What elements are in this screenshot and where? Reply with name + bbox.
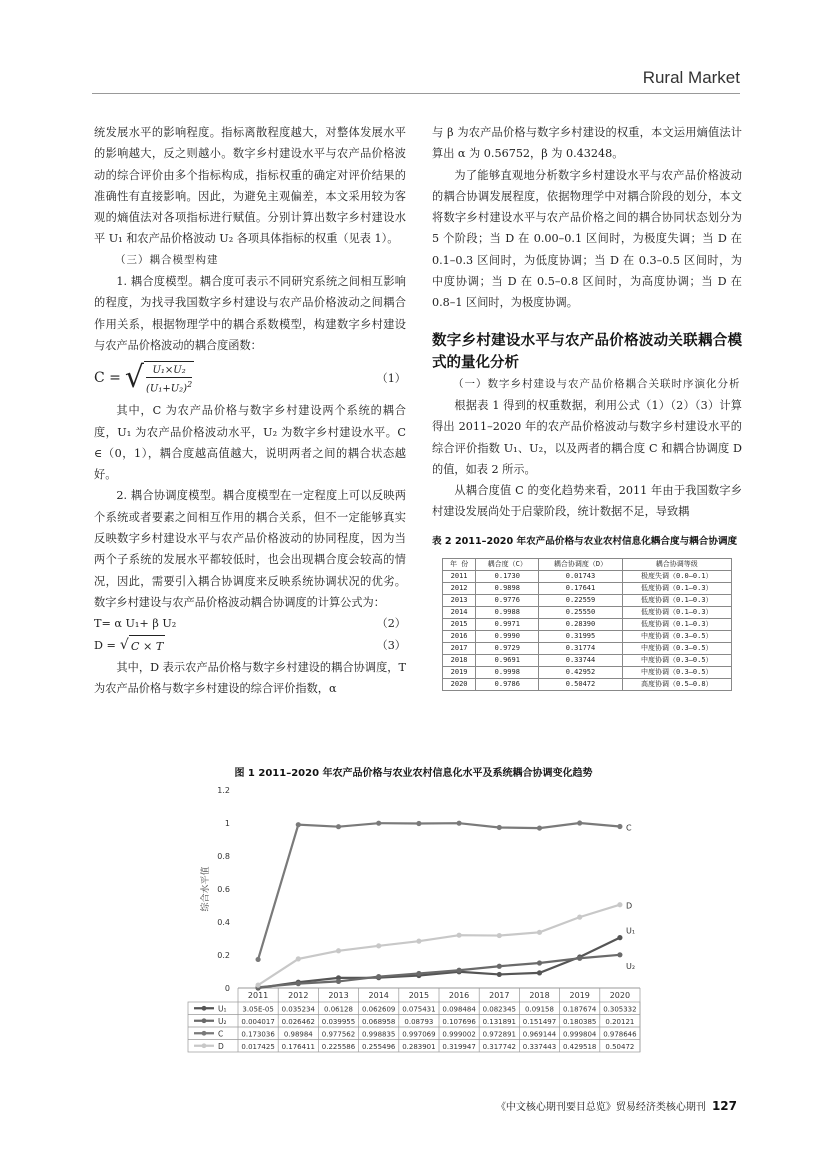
series-line-U₁	[258, 938, 620, 988]
data-table-cell: 0.305332	[603, 1005, 637, 1014]
section-heading-3: （三）耦合模型构建	[115, 253, 219, 266]
data-table-cell: 0.098484	[442, 1005, 476, 1014]
table-cell: 2018	[443, 655, 476, 667]
table-cell: 0.9898	[476, 583, 539, 595]
data-point-C	[617, 824, 622, 829]
table-cell: 2012	[443, 583, 476, 595]
table-cell: 高度协调（0.5–0.8）	[622, 679, 731, 691]
x-tick-label: 2015	[408, 991, 430, 1000]
data-table-cell: 0.075431	[402, 1005, 436, 1014]
right-paragraph-2: 为了能够直观地分析数字乡村建设水平与农产品价格波动的耦合协调发展程度，依据物理学中对耦合阶段的划分，本文将数字乡村建设水平与农产品价格之间的耦合协同状态划分为 5 个阶段；当 D 在 0.00–0.1 区间时，为极度失调；当 D 在 0.1–0.3 区间时，为低度协调；当 D 在 0.3–0.5 区间时，为中度协调；当 D 在 0.5–0.8 区间时，为高度协调；当 D 在 0.8–1 区间时，为极度协调。	[432, 168, 742, 310]
data-point-D	[336, 948, 341, 953]
data-table-cell: 0.98984	[283, 1030, 313, 1039]
y-tick-label: 0.6	[217, 885, 230, 894]
data-table-cell: 0.972891	[482, 1030, 517, 1039]
table-header-cell: 耦合度（C）	[476, 559, 539, 571]
left-column	[94, 122, 406, 699]
data-table-cell: 0.062609	[361, 1005, 396, 1014]
data-table-cell: 0.035234	[281, 1005, 316, 1014]
right-paragraph-1: 与 β 为农产品价格与数字乡村建设的权重，本文运用熵值法计算出 α 为 0.56752，β 为 0.43248。	[432, 126, 742, 161]
legend-marker-U₂	[202, 1018, 207, 1023]
eq1-denominator: (U₁+U₂)	[146, 383, 188, 395]
page-header	[92, 60, 740, 94]
data-table-cell: 0.999804	[562, 1030, 597, 1039]
table-cell: 0.9971	[476, 619, 539, 631]
x-tick-label: 2017	[489, 991, 510, 1000]
table-cell: 0.9691	[476, 655, 539, 667]
data-table-cell: 0.08793	[404, 1017, 434, 1026]
series-end-label: D	[626, 901, 633, 911]
table-2	[442, 558, 732, 691]
eq3-number: （3）	[376, 639, 406, 653]
data-table-cell: 0.176411	[281, 1042, 316, 1051]
data-table-cell: 0.283901	[402, 1042, 436, 1051]
data-point-U₁	[617, 935, 622, 940]
y-tick-label: 0.2	[217, 951, 230, 960]
data-table-cell: 0.017425	[241, 1042, 275, 1051]
data-table-cell: 0.082345	[482, 1005, 517, 1014]
data-point-D	[296, 956, 301, 961]
sqrt-symbol: √ $\frac{\text{U₁×U₂}}{(U_1+U_2)^2}$	[124, 360, 193, 396]
table-cell: 0.9990	[476, 631, 539, 643]
data-point-C	[577, 820, 582, 825]
y-tick-label: 1.2	[217, 786, 230, 795]
data-point-U₂	[537, 960, 542, 965]
data-table-cell: 0.173036	[241, 1030, 275, 1039]
table-header-row	[443, 559, 732, 571]
right-paragraph-4: 从耦合度值 C 的变化趋势来看，2011 年由于我国数字乡村建设发展尚处于启蒙阶段，统计数据不足，导致耦	[432, 484, 742, 519]
x-tick-label: 2018	[529, 991, 550, 1000]
table-cell: 0.31995	[539, 631, 622, 643]
data-table-cell: 0.319947	[442, 1042, 476, 1051]
series-end-label: U₂	[626, 961, 636, 971]
left-paragraph-1: 统发展水平的影响程度。指标离散程度越大，对整体发展水平的影响越大，反之则越小。数字乡村建设水平与农产品价格波动的综合评价由多个指标构成，指标权重的确定对评价结果的准确性有直接影响。因此，为避免主观偏差，本文采用较为客观的熵值法对各项指标进行赋值。分别计算出数字乡村建设水平 U₁ 和农产品价格波动 U₂ 各项具体指标的权重（见表 1）。	[94, 126, 406, 246]
eq1-number: （1）	[376, 371, 406, 385]
figure-1-title: 图 1 2011–2020 年农产品价格与农业农村信息化水平及系统耦合协调变化趋势	[234, 768, 593, 779]
table-row	[443, 679, 732, 691]
table-cell: 中度协调（0.3–0.5）	[622, 631, 731, 643]
table-cell: 0.9776	[476, 595, 539, 607]
table-cell: 0.33744	[539, 655, 622, 667]
data-table-cell: 0.225586	[321, 1042, 356, 1051]
table-cell: 中度协调（0.3–0.5）	[622, 655, 731, 667]
data-table-cell: 0.107696	[442, 1017, 476, 1026]
data-table-cell: 0.337443	[522, 1042, 557, 1051]
data-table-cell: 0.20121	[605, 1017, 635, 1026]
data-table-cell: 0.255496	[361, 1042, 396, 1051]
legend-label: C	[218, 1029, 224, 1039]
table-row	[443, 583, 732, 595]
equation-1	[94, 356, 406, 400]
data-table-cell: 0.06128	[324, 1005, 353, 1014]
table-cell: 0.28390	[539, 619, 622, 631]
legend-marker-D	[202, 1043, 207, 1048]
table-cell: 极度失调（0.0–0.1）	[622, 571, 731, 583]
table-cell: 2016	[443, 631, 476, 643]
table-header-cell: 耦合协调度（D）	[539, 559, 622, 571]
y-tick-label: 0	[224, 984, 230, 993]
table-cell: 0.9786	[476, 679, 539, 691]
data-point-D	[416, 939, 421, 944]
data-table-cell: 0.039955	[321, 1017, 356, 1026]
footer-text: 《中文核心期刊要目总览》贸易经济类核心期刊	[495, 1102, 706, 1113]
y-tick-label: 0.4	[217, 918, 230, 927]
eq1-fraction	[146, 364, 192, 395]
data-point-U₂	[617, 952, 622, 957]
data-point-U₂	[497, 964, 502, 969]
eq2-body: T= α U₁+ β U₂	[94, 617, 177, 631]
legend-label: D	[218, 1041, 224, 1051]
table-cell: 0.31774	[539, 643, 622, 655]
data-point-C	[336, 824, 341, 829]
data-table-cell: 0.004017	[241, 1017, 275, 1026]
table-cell: 2013	[443, 595, 476, 607]
data-table-cell: 0.50472	[605, 1042, 635, 1051]
table-row	[443, 571, 732, 583]
data-table-cell: 0.09158	[525, 1005, 554, 1014]
data-table-cell: 0.187674	[562, 1005, 597, 1014]
x-tick-label: 2012	[288, 991, 309, 1000]
data-point-D	[537, 930, 542, 935]
left-paragraph-4: 2. 耦合协调度模型。耦合度模型在一定程度上可以反映两个系统或者要素之间相互作用的耦合关系，但不一定能够真实反映数字乡村建设水平与农产品价格波动的协同程度，因为当两个子系统的发展水平都较低时，也会出现耦合度会较高的情况，因此，需要引入耦合协调度来反映系统协调状况的优劣。数字乡村建设与农产品价格波动耦合协调度的计算公式为：	[94, 489, 406, 609]
data-point-D	[376, 943, 381, 948]
data-table-cell: 0.131891	[482, 1017, 517, 1026]
right-column	[432, 122, 742, 691]
table-row	[443, 607, 732, 619]
page-number: 127	[711, 1099, 737, 1113]
data-table-cell: 0.997069	[402, 1030, 436, 1039]
table-cell: 2014	[443, 607, 476, 619]
table-cell: 0.22559	[539, 595, 622, 607]
eq1-lhs: C =	[94, 369, 121, 386]
left-paragraph-3: 其中，C 为农产品价格与数字乡村建设两个系统的耦合度，U₁ 为农产品价格波动水平，U₂ 为数字乡村建设水平。C ∈（0，1），耦合度越高值越大，说明两者之间的耦合状态越好。	[94, 404, 406, 482]
table-row	[443, 655, 732, 667]
table-header-cell: 年 份	[443, 559, 476, 571]
legend-label: U₁	[218, 1004, 227, 1014]
data-point-U₁	[497, 972, 502, 977]
eq1-exponent: 2	[187, 380, 193, 390]
table-cell: 中度协调（0.3–0.5）	[622, 643, 731, 655]
table-cell: 0.9998	[476, 667, 539, 679]
table-cell: 中度协调（0.3–0.5）	[622, 667, 731, 679]
data-table-cell: 0.977562	[321, 1030, 356, 1039]
legend-marker-C	[202, 1031, 207, 1036]
table-cell: 0.1730	[476, 571, 539, 583]
data-table-cell: 3.05E-05	[242, 1005, 274, 1014]
section-heading-main: 数字乡村建设水平与农产品价格波动关联耦合模式的量化分析	[432, 332, 742, 371]
page-footer	[496, 1098, 737, 1113]
equation-2	[94, 613, 406, 634]
x-tick-label: 2013	[328, 991, 349, 1000]
data-table-cell: 0.978646	[603, 1030, 637, 1039]
table-cell: 0.25550	[539, 607, 622, 619]
data-table-cell: 0.998835	[361, 1030, 396, 1039]
table-cell: 2015	[443, 619, 476, 631]
data-table-cell: 0.151497	[522, 1017, 557, 1026]
series-end-label: C	[626, 823, 632, 833]
table-cell: 低度协调（0.1–0.3）	[622, 583, 731, 595]
legend-marker-U₁	[202, 1006, 207, 1011]
data-point-D	[256, 983, 261, 988]
x-tick-label: 2016	[448, 991, 470, 1000]
eq2-number: （2）	[376, 617, 406, 631]
section-heading-sub: （一）数字乡村建设与农产品价格耦合关联时序演化分析	[453, 377, 741, 390]
table-header-cell: 耦合协调等级	[622, 559, 731, 571]
table-cell: 0.9729	[476, 643, 539, 655]
table-row	[443, 643, 732, 655]
table-2-title: 表 2 2011–2020 年农产品价格与农业农村信息化耦合度与耦合协调度	[432, 535, 738, 547]
x-tick-label: 2019	[569, 991, 590, 1000]
x-tick-label: 2011	[247, 991, 269, 1000]
data-table-cell: 0.026462	[281, 1017, 316, 1026]
data-point-D	[577, 915, 582, 920]
data-table-cell: 0.429518	[562, 1042, 597, 1051]
series-end-label: U₁	[626, 926, 636, 936]
data-point-C	[537, 825, 542, 830]
table-row	[443, 631, 732, 643]
right-paragraph-3: 根据表 1 得到的权重数据，利用公式（1）（2）（3）计算得出 2011–2020 年的农产品价格波动与数字乡村建设水平的综合评价指数 U₁、U₂，以及两者的耦合度 C 和耦合协调度 D 的值，如表 2 所示。	[432, 398, 742, 476]
table-cell: 低度协调（0.1–0.3）	[622, 595, 731, 607]
table-cell: 2011	[443, 571, 476, 583]
y-tick-label: 0.8	[217, 852, 230, 861]
eq1-numerator: U₁×U₂	[146, 364, 191, 378]
table-cell: 2020	[443, 679, 476, 691]
table-cell: 0.42952	[539, 667, 622, 679]
table-cell: 0.17641	[539, 583, 622, 595]
data-point-U₂	[296, 981, 301, 986]
data-point-C	[457, 821, 462, 826]
left-paragraph-5: 其中，D 表示农产品价格与数字乡村建设的耦合协调度，T 为农产品价格与数字乡村建设的综合评价指数，α	[94, 660, 406, 696]
journal-name: Rural Market	[642, 68, 740, 87]
data-point-C	[376, 821, 381, 826]
legend-label: U₂	[218, 1016, 227, 1026]
table-cell: 0.01743	[539, 571, 622, 583]
table-cell: 0.50472	[539, 679, 622, 691]
data-point-D	[457, 933, 462, 938]
figure-1-chart	[180, 780, 650, 1070]
data-point-C	[256, 957, 261, 962]
eq3-radicand: C × T	[129, 635, 166, 657]
table-cell: 低度协调（0.1–0.3）	[622, 607, 731, 619]
table-row	[443, 595, 732, 607]
data-point-C	[497, 825, 502, 830]
data-point-C	[416, 821, 421, 826]
data-point-U₂	[336, 979, 341, 984]
data-point-U₂	[376, 974, 381, 979]
data-point-U₂	[577, 956, 582, 961]
data-table-cell: 0.999002	[442, 1030, 476, 1039]
table-cell: 2017	[443, 643, 476, 655]
data-point-U₁	[537, 970, 542, 975]
data-point-U₂	[416, 971, 421, 976]
series-line-U₂	[258, 955, 620, 988]
table-cell: 0.9988	[476, 607, 539, 619]
table-cell: 2019	[443, 667, 476, 679]
equation-3: D = √ C × T （3）	[94, 635, 406, 657]
data-point-U₂	[457, 968, 462, 973]
y-tick-label: 1	[224, 819, 230, 828]
data-point-C	[296, 822, 301, 827]
data-table-cell: 0.969144	[522, 1030, 557, 1039]
x-tick-label: 2020	[609, 991, 631, 1000]
table-row	[443, 619, 732, 631]
data-table-cell: 0.317742	[482, 1042, 517, 1051]
data-point-D	[617, 902, 622, 907]
table-row	[443, 667, 732, 679]
x-tick-label: 2014	[368, 991, 389, 1000]
data-table-cell: 0.068958	[361, 1017, 396, 1026]
data-table-cell: 0.180385	[562, 1017, 597, 1026]
left-paragraph-2: 1. 耦合度模型。耦合度可表示不同研究系统之间相互影响的程度，为找寻我国数字乡村建设与农产品价格波动之间耦合作用关系，根据物理学中的耦合系数模型，构建数字乡村建设与农产品价格波动的耦合度函数：	[94, 275, 406, 352]
y-axis-label: 综合水平值	[201, 866, 211, 912]
data-point-D	[497, 933, 502, 938]
table-cell: 低度协调（0.1–0.3）	[622, 619, 731, 631]
eq3-lhs: D =	[94, 639, 116, 653]
